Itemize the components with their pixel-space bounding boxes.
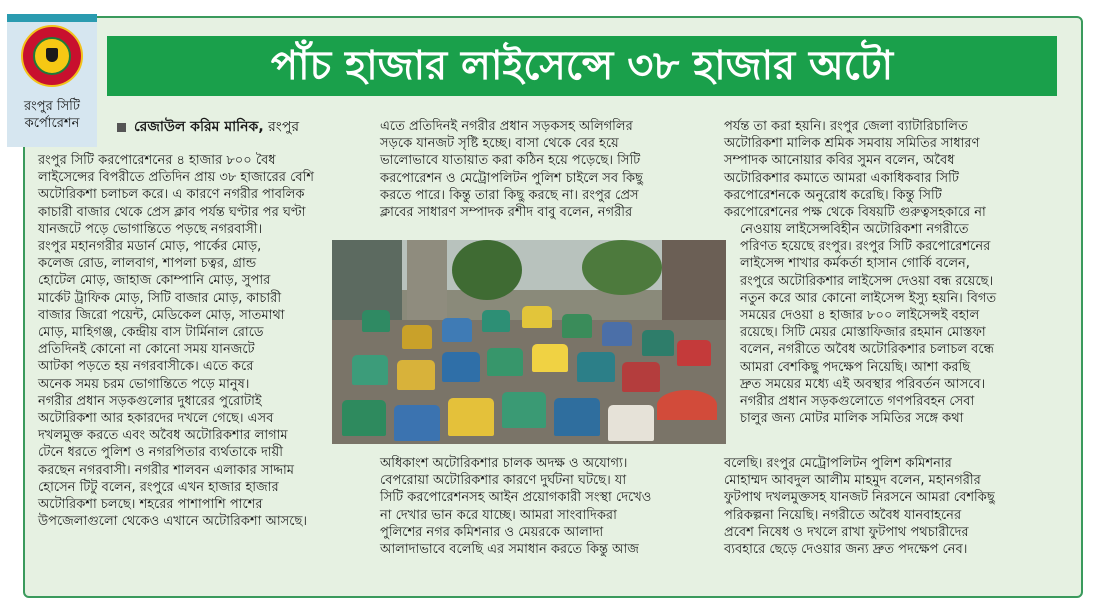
city-corporation-logo-box — [7, 22, 97, 147]
text-line: নগরীর প্রধান সড়কগুলোতে গণপরিবহন সেবা — [740, 394, 975, 410]
column-2-top — [380, 118, 643, 221]
text-line: বলেন, নগরীতে অবৈধ অটোরিকশার চলাচল বন্ধে — [740, 342, 994, 358]
text-line: লাইসেন্সের বিপরীতে প্রতিদিন প্রায় ৩৮ হাজারের বেশি — [38, 170, 315, 186]
photo-autorickshaw — [608, 405, 654, 441]
photo-autorickshaw — [442, 352, 480, 382]
text-line: রংপুর মহানগরীর মডার্ন মোড়, পার্কের মোড়, — [38, 239, 262, 255]
text-line: দখলমুক্ত করতে এবং অবৈধ অটোরিকশার লাগাম — [38, 428, 288, 444]
reporter-name: রেজাউল করিম মানিক, — [134, 119, 264, 135]
text-line: অধিকাংশ অটোরিকশার চালক অদক্ষ ও অযোগ্য। — [380, 456, 628, 471]
text-line: নগরীর প্রধান সড়কগুলোর দুধারের পুরোটাই — [38, 393, 262, 409]
text-line: ব্যবহারে ছেড়ে দেওয়ার জন্য দ্রুত পদক্ষেপ নেব। — [724, 542, 968, 558]
text-line: প্রবেশ নিষেধ ও দখলে রাখা ফুটপাথ পথচারীদের — [724, 524, 969, 540]
photo-autorickshaw — [522, 306, 552, 328]
byline-bullet-icon — [117, 123, 126, 132]
column-3-bottom — [724, 455, 995, 558]
text-line: হোসেন টিটু বলেন, রংপুরে এখন হাজার হাজার — [38, 479, 279, 495]
text-line: কলেজ রোড, লালবাগ, শাপলা চত্বর, গ্রান্ড — [38, 256, 257, 272]
text-line: ভালোভাবে যাতায়াত করা কঠিন হয়ে পড়েছে। সিটি — [380, 153, 641, 169]
seal-emblem-icon — [46, 48, 58, 62]
photo-autorickshaw — [402, 325, 432, 349]
text-line: অটোরিকশা চলছে। শহরের পাশাপাশি পাশের — [38, 497, 263, 513]
text-line: পরিকল্পনা নিয়েছি। নগরীতে অবৈধ যানবাহনের — [724, 507, 962, 523]
photo-autorickshaw — [642, 330, 674, 356]
photo-autorickshaw — [602, 322, 632, 346]
text-line: আটকা পড়তে হয় নগরবাসীকে। এতে করে — [38, 359, 254, 375]
column-1 — [38, 152, 314, 530]
seal-inner — [33, 37, 71, 75]
photo-autorickshaw — [352, 355, 388, 385]
text-line: নতুন করে আর কোনো লাইসেন্স ইস্যু হয়নি। বিগত — [740, 290, 997, 306]
text-line: মোহাম্মদ আবদুল আলীম মাহমুদ বলেন, মহানগরীর — [724, 473, 981, 489]
text-line: রয়েছে। সিটি মেয়র মোস্তাফিজার রহমান মোস্তফা — [740, 325, 986, 341]
headline-bar — [107, 36, 1057, 96]
text-line: উপজেলাগুলো থেকেও এখানে অটোরিকশা আসছে। — [38, 514, 308, 530]
city-corporation-seal-icon — [21, 25, 83, 87]
text-line: করপোরেশনকে অনুরোধ করেছি। কিন্তু সিটি — [724, 187, 942, 203]
text-line: না দেখার ভান করে যাচ্ছে। আমরা সাংবাদিকরা — [380, 507, 617, 523]
text-line: করপোরেশন ও মেট্রোপলিটন পুলিশ চাইলে সব কিছু — [380, 170, 643, 186]
text-line: পরিণত হয়েছে রংপুর। রংপুর সিটি করপোরেশনের — [740, 239, 991, 255]
photo-autorickshaw — [577, 352, 615, 382]
org-name-line: কর্পোরেশন — [24, 116, 80, 131]
text-line: মোড়, মাহিগঞ্জ, কেন্দ্রীয় বাস টার্মিনাল রোডে — [38, 325, 264, 341]
text-line: আলাদাভাবে বলেছি এর সমাধান করতে কিন্তু আজ — [380, 542, 639, 558]
photo-autorickshaw — [342, 400, 386, 436]
text-line: আমরা বেশকিছু পদক্ষেপ নিয়েছি। আশা করছি — [740, 359, 971, 375]
text-line: যানজটে পড়ে ভোগান্তিতে পড়ছে নগরবাসী। — [38, 221, 263, 237]
text-line: অটোরিকশার কমাতে আমরা একাধিকবার সিটি — [724, 170, 959, 186]
column-3-wrap — [740, 221, 996, 427]
text-line: অনেক সময় চরম ভোগান্তিতে পড়ে মানুষ। — [38, 376, 250, 392]
byline-place: রংপুর — [268, 119, 300, 135]
text-line: পুলিশের নগর কমিশনার ও মেয়রকে আলাদা — [380, 524, 604, 540]
text-line: পর্যন্ত তা করা হয়নি। রংপুর জেলা ব্যাটারিচালিত — [724, 119, 968, 134]
photo-autorickshaw — [442, 318, 472, 342]
text-line: মার্কেট ট্রাফিক মোড়, সিটি বাজার মোড়, কাচারী — [38, 290, 282, 306]
text-line: সময়ের দেওয়া ৪ হাজার ৮০০ লাইসেন্সই বহাল — [740, 308, 980, 324]
photo-autorickshaw — [532, 344, 568, 372]
text-line: করতে পারে। কিন্তু তারা কিছু করছে না। রংপুর প্রেস — [380, 187, 639, 203]
text-line: চালুর জন্য মোটর মালিক সমিতির সঙ্গে কথা — [740, 411, 964, 427]
text-line: নেওয়ায় লাইসেন্সবিহীন অটোরিকশা নগরীতে — [740, 222, 969, 237]
text-line: ক্লাবের সাধারণ সম্পাদক রশীদ বাবু বলেন, নগরীর — [380, 205, 633, 221]
text-line: অটোরিকশা আর হকারদের দখলে গেছে। এসব — [38, 411, 274, 427]
text-line: বেপরোয়া অটোরিকশার কারণে দুর্ঘটনা ঘটছে। যা — [380, 473, 627, 489]
traffic-jam-photo — [332, 240, 726, 444]
photo-tree — [452, 240, 522, 300]
text-line: করপোরেশনের পক্ষ থেকে বিষয়টি গুরুত্বসহকারে না — [724, 205, 986, 221]
text-line: দ্রুত সময়ের মধ্যে এই অবস্থার পরিবর্তন আসবে। — [740, 376, 986, 392]
text-line: রংপুর সিটি করপোরেশনের ৪ হাজার ৮০০ বৈধ — [38, 153, 276, 168]
text-line: সড়কে যানজট সৃষ্টি হচ্ছে। বাসা থেকে বের হয়ে — [380, 136, 619, 152]
text-line: প্রতিদিনই কোনো না কোনো সময় যানজটে — [38, 342, 255, 358]
text-line: বাজার জিরো পয়েন্ট, মেডিকেল মোড়, সাতমাথা — [38, 307, 285, 323]
photo-autorickshaw — [677, 340, 711, 366]
text-line: টেনে ধরতে পুলিশ ও নগরপিতার ব্যর্থতাকে দায়ী — [38, 445, 283, 461]
photo-autorickshaw — [482, 310, 510, 332]
byline — [117, 118, 299, 136]
photo-autorickshaw — [394, 405, 440, 441]
text-line: সম্পাদক আনোয়ার কবির সুমন বলেন, অবৈধ — [724, 153, 955, 169]
text-line: অটোরিকশা চলাচল করে। এ কারণে নগরীর পাবলিক — [38, 187, 305, 203]
text-line: কাচারী বাজার থেকে প্রেস ক্লাব পর্যন্ত ঘণ্টার পর ঘণ্টা — [38, 204, 306, 220]
text-line: রংপুরে অটোরিকশার লাইসেন্স দেওয়া বন্ধ রয়েছে। — [740, 273, 994, 289]
top-accent-strip — [7, 14, 97, 22]
text-line: বলেছি। রংপুর মেট্রোপলিটন পুলিশ কমিশনার — [724, 456, 952, 471]
org-name — [7, 98, 97, 132]
headline: পাঁচ হাজার লাইসেন্সে ৩৮ হাজার অটো — [270, 43, 894, 89]
text-line: এতে প্রতিদিনই নগরীর প্রধান সড়কসহ অলিগলির — [380, 119, 633, 134]
column-3-top — [724, 118, 986, 221]
column-2-bottom — [380, 455, 651, 558]
text-line: অটোরিকশা মালিক শ্রমিক সমবায় সমিতির সাধারণ — [724, 136, 980, 152]
photo-autorickshaw — [562, 314, 592, 338]
photo-autorickshaw — [362, 310, 390, 332]
photo-umbrella — [657, 390, 717, 420]
text-line: সিটি করপোরেশনসহ আইন প্রয়োগকারী সংস্থা দেখেও — [380, 490, 652, 506]
photo-tree — [582, 240, 662, 295]
photo-autorickshaw — [554, 398, 600, 436]
text-line: হোটেল মোড়, জাহাজ কোম্পানি মোড়, সুপার — [38, 273, 271, 289]
photo-autorickshaw — [487, 348, 523, 376]
text-line: ফুটপাথ দখলমুক্তসহ যানজট নিরসনে আমরা বেশকিছু — [724, 490, 995, 506]
org-name-line: রংপুর সিটি — [24, 99, 80, 114]
photo-autorickshaw — [397, 360, 435, 390]
text-line: লাইসেন্স শাখার কর্মকর্তা হাসান গোর্কি বলেন, — [740, 256, 970, 272]
text-line: করছেন নগরবাসী। নগরীর শালবন এলাকার সাদ্দাম — [38, 462, 294, 478]
photo-autorickshaw — [622, 362, 660, 392]
photo-autorickshaw — [448, 398, 494, 436]
photo-autorickshaw — [502, 392, 546, 428]
